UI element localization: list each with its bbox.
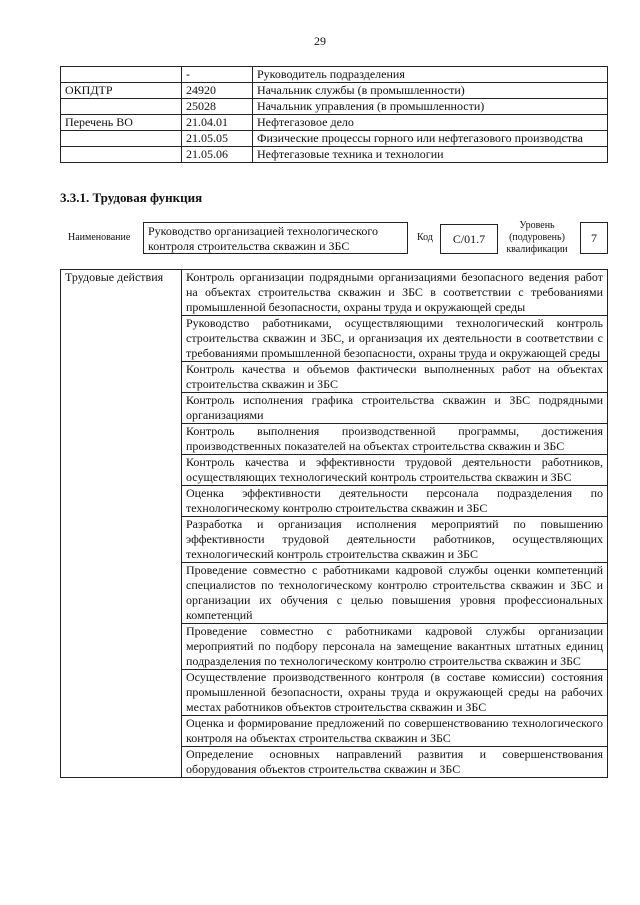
function-name-value: Руководство организацией технологического контроля строительства скважин и ЗБС [143,222,408,254]
labor-action-item: Осуществление производственного контроля (в составе комиссии) состояния промышленной безопасности, охраны труда и окружающей среды на рабочих местах работников объектов строительства скважин и ЗБС [182,670,608,716]
page-number: 29 [314,34,326,48]
labor-action-item: Разработка и организация исполнения мероприятий по повышению эффективности трудовой деятельности работников, осуществляющих технологический контроль строительства скважин и ЗБС [182,517,608,563]
labor-action-item: Контроль исполнения графика строительства скважин и ЗБС подрядными организациями [182,393,608,424]
labor-action-item: Контроль качества и эффективности трудовой деятельности работников, осуществляющих технологический контроль строительства скважин и ЗБС [182,455,608,486]
labor-action-item: Контроль организации подрядными организациями безопасного ведения работ на объектах строительства скважин и ЗБС в соответствии с требованиями промышленной безопасности, охраны труда и окружающей среды [182,270,608,316]
labor-action-item: Контроль выполнения производственной программы, достижения производственных показателей на объектах строительства скважин и ЗБС [182,424,608,455]
table-cell-code: - [182,67,253,83]
labor-action-item: Проведение совместно с работниками кадровой службы организации мероприятий по подбору персонала на замещение вакантных штатных единиц подразделения по технологическому контролю строительства скважин и ЗБС [182,624,608,670]
qualification-table [60,66,608,163]
labor-action-item: Оценка и формирование предложений по совершенствованию технологического контроля на объектах строительства скважин и ЗБС [182,716,608,747]
table-cell-name: Нефтегазовое дело [253,115,608,131]
table-row [61,83,608,99]
function-code-value: С/01.7 [440,224,498,254]
table-row [61,147,608,163]
table-cell-name: Начальник управления (в промышленности) [253,99,608,115]
function-name-label: Наименование [68,232,131,243]
section-heading: 3.3.1. Трудовая функция [60,190,203,205]
labor-actions-label: Трудовые действия [61,270,182,778]
table-row [61,270,608,316]
labor-action-item: Определение основных направлений развития и совершенствования оборудования объектов строительства скважин и ЗБС [182,747,608,778]
table-cell-label [61,67,182,83]
table-row [61,67,608,83]
qualification-level-value: 7 [580,222,608,254]
function-code-label: Код [417,232,433,243]
table-cell-label [61,131,182,147]
labor-actions-table [60,269,608,778]
qualification-level-label: Уровень (подуровень) квалификации [506,220,568,255]
table-cell-name: Руководитель подразделения [253,67,608,83]
table-cell-name: Физические процессы горного или нефтегазового производства [253,131,608,147]
table-row [61,99,608,115]
table-row [61,131,608,147]
labor-action-item: Оценка эффективности деятельности персонала подразделения по технологическому контролю строительства скважин и ЗБС [182,486,608,517]
table-cell-label [61,147,182,163]
table-cell-label: ОКПДТР [61,83,182,99]
labor-action-item: Контроль качества и объемов фактически выполненных работ на объектах строительства скважин и ЗБС [182,362,608,393]
table-cell-code: 21.04.01 [182,115,253,131]
labor-action-item: Проведение совместно с работниками кадровой службы оценки компетенций специалистов по технологическому контролю строительства скважин и ЗБС и организации их обучения с целью повышения уровня профессиональных компетенций [182,563,608,624]
table-cell-name: Начальник службы (в промышленности) [253,83,608,99]
labor-action-item: Руководство работниками, осуществляющими технологический контроль строительства скважин и ЗБС, и организация их деятельности в соответствии с требованиями промышленной безопасности, охраны труда и окружающей среды [182,316,608,362]
table-row [61,115,608,131]
table-cell-name: Нефтегазовые техника и технологии [253,147,608,163]
table-cell-code: 25028 [182,99,253,115]
table-cell-code: 24920 [182,83,253,99]
table-cell-label [61,99,182,115]
table-cell-code: 21.05.06 [182,147,253,163]
table-cell-label: Перечень ВО [61,115,182,131]
table-cell-code: 21.05.05 [182,131,253,147]
